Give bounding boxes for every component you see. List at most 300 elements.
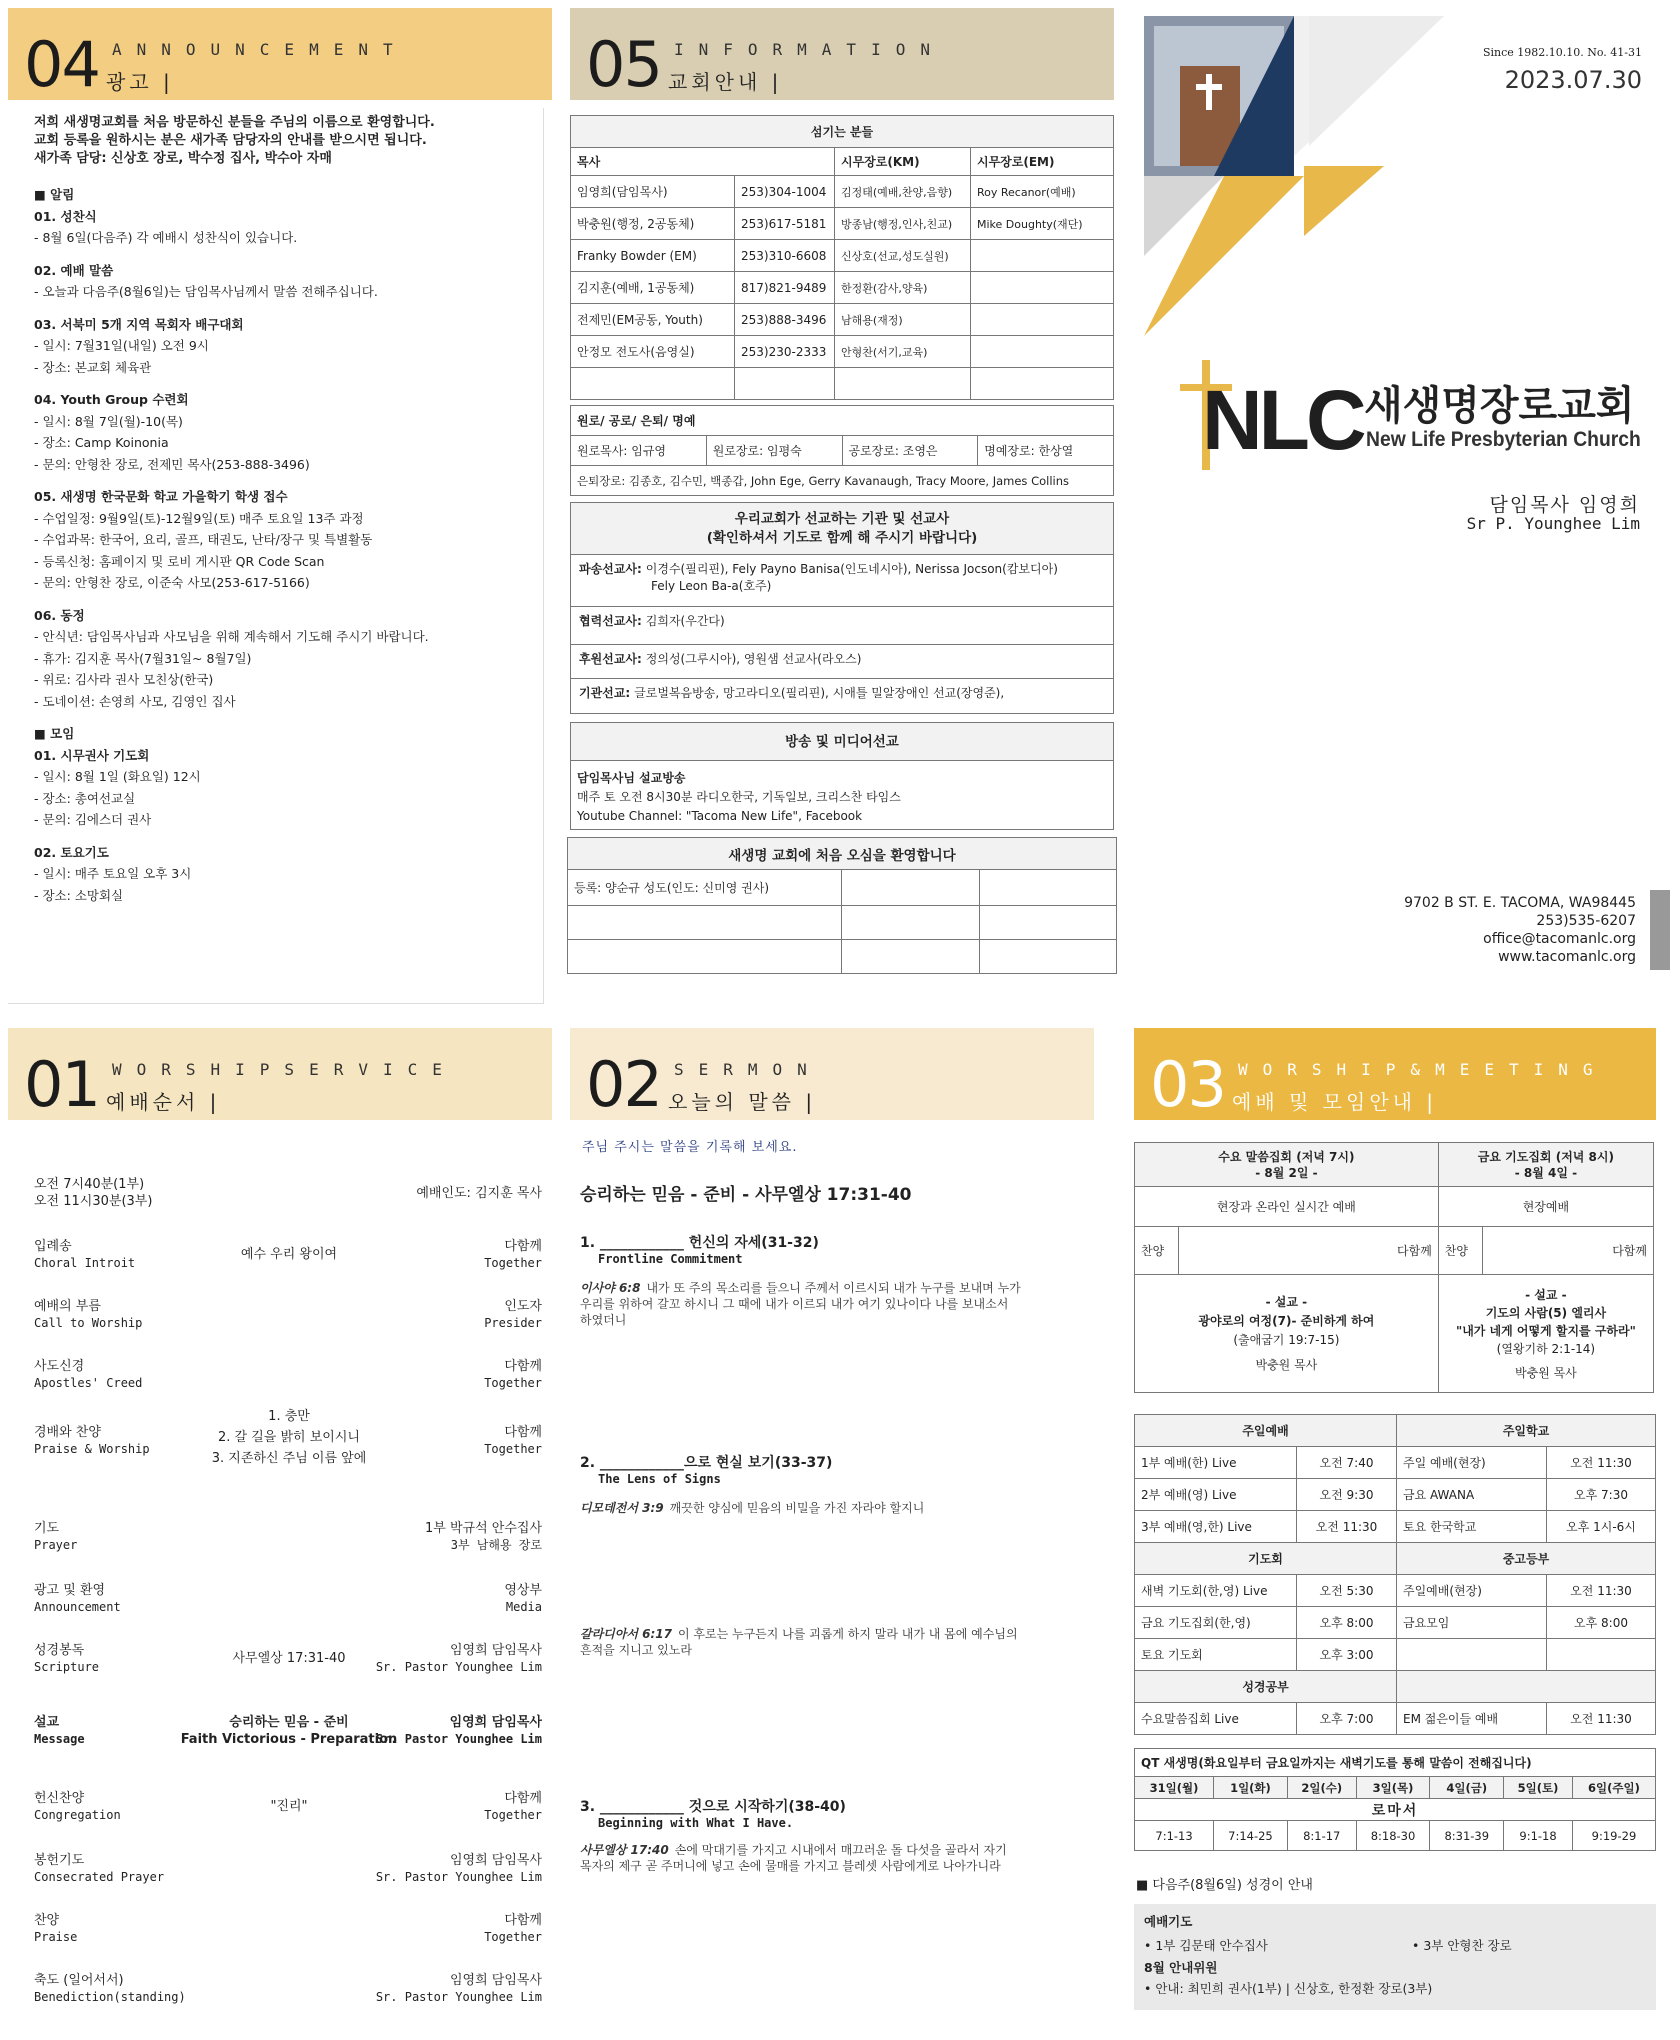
mission-row <box>571 607 1113 645</box>
section-eng-title: WORSHIPSERVICE <box>112 1060 457 1079</box>
announce-heading: ■ 모임 <box>34 726 75 741</box>
item-kor: 성경봉독 <box>34 1643 85 1658</box>
mission-label: 협력선교사: <box>579 614 642 628</box>
mission-label: 후원선교사: <box>579 652 642 666</box>
mission-subtitle: (확인하셔서 기도로 함께 해 주시기 바랍니다) <box>706 530 978 546</box>
announce-item: - 휴가: 김지훈 목사(7월31일~ 8월7일) <box>34 650 252 666</box>
elders-title: 원로/ 공로/ 은퇴/ 명예 <box>571 406 1114 436</box>
schedule-head: 중고등부 <box>1397 1543 1656 1575</box>
verse-text: 하였더니 <box>580 1313 627 1327</box>
servers-table <box>570 115 1114 400</box>
schedule-time: 오후 8:00 <box>1547 1607 1656 1639</box>
pastor-row <box>571 368 1114 400</box>
retired-elders: 은퇴장로: 김종호, 김수민, 백종갑, John Ege, Gerry Kavanaugh, Tracy Moore, James Collins <box>571 466 1114 496</box>
col-head: 시무장로(EM) <box>971 148 1114 176</box>
schedule-head: 기도회 <box>1135 1543 1397 1575</box>
fri-sub: 현장예배 <box>1438 1187 1653 1227</box>
cover-panel <box>1134 8 1674 1008</box>
section-eng-title: INFORMATION <box>674 40 945 59</box>
media-box <box>570 722 1114 830</box>
sermon-point: 3. ____________ 것으로 시작하기(38-40) <box>580 1799 846 1815</box>
item-eng: Choral Introit <box>34 1256 136 1270</box>
verse-ref: 갈라디아서 6:17 <box>580 1627 672 1641</box>
logo-text: NLC <box>1202 373 1363 467</box>
announce-item: - 도네이션: 손영희 사모, 김영인 집사 <box>34 693 236 709</box>
item-kor: 입례송 <box>34 1239 72 1254</box>
item-eng: Praise <box>34 1930 78 1944</box>
media-title: 방송 및 미디어선교 <box>571 723 1113 761</box>
announce-list <box>34 184 429 906</box>
schedule-name: 수요말씀집회 Live <box>1135 1703 1297 1735</box>
em-elder <box>971 240 1114 272</box>
sermon-note: 주님 주시는 말씀을 기록해 보세요. <box>582 1140 798 1155</box>
verse-text: 흔적을 지니고 있노라 <box>580 1643 692 1657</box>
announce-item: - 일시: 8월 7일(월)-10(목) <box>34 413 183 429</box>
meeting-header <box>1134 1028 1656 1120</box>
item-leader-eng: 3부 남해용 장로 <box>450 1538 542 1552</box>
qt-book: 로마서 <box>1135 1799 1656 1821</box>
mission-value: 정의성(그루시아), 영원샘 선교사(라오스) <box>645 652 862 666</box>
schedule-table <box>1134 1414 1656 1735</box>
announce-body <box>8 108 544 1004</box>
item-leader-eng: Sr. Pastor Younghee Lim <box>375 1870 542 1884</box>
schedule-head: 성경공부 <box>1135 1671 1397 1703</box>
pastor-name: 전제민(EM공동, Youth) <box>571 304 735 336</box>
item-content: "진리" <box>270 1799 308 1814</box>
pastor-phone <box>735 368 835 400</box>
verse <box>580 1280 1100 1328</box>
qt-verse: 8:18-30 <box>1356 1821 1430 1851</box>
item-kor: 찬양 <box>34 1913 60 1928</box>
mission-label: 파송선교사: <box>579 562 642 576</box>
announce-item: - 위로: 김사라 권사 모친상(한국) <box>34 672 214 687</box>
item-leader-eng: Together <box>484 1930 542 1944</box>
section-eng-title: WORSHIP&MEETING <box>1238 1060 1608 1079</box>
issue-date: 2023.07.30 <box>1504 66 1642 94</box>
section-number: 04 <box>24 28 99 100</box>
item-content: 사무엘상 17:31-40 <box>232 1651 346 1666</box>
service-time: 오전 7시40분(1부) <box>34 1177 145 1192</box>
website-line: www.tacomanlc.org <box>1498 949 1636 965</box>
schedule-time: 오전 11:30 <box>1547 1703 1656 1735</box>
elder-cell: 공로장로: 조영은 <box>842 436 978 466</box>
sermon-point-eng: The Lens of Signs <box>598 1472 721 1486</box>
prayer-box <box>1134 1904 1656 2010</box>
mission-row <box>571 679 1113 713</box>
pastor-phone: 253)230-2333 <box>735 336 835 368</box>
qt-table <box>1134 1748 1656 1851</box>
qt-verse: 8:31-39 <box>1430 1821 1504 1851</box>
section-kor-title: 교회안내 | <box>668 70 783 94</box>
hymn-with: 다함께 <box>1179 1227 1439 1275</box>
item-kor: 기도 <box>34 1521 60 1536</box>
verse-ref: 디모데전서 3:9 <box>580 1501 664 1515</box>
section-number: 05 <box>586 28 661 100</box>
announce-heading: 01. 시무권사 기도회 <box>34 747 150 763</box>
schedule-time <box>1547 1639 1656 1671</box>
item-leader: 임영희 담임목사 <box>449 1973 542 1988</box>
schedule-name: 주일 예배(현장) <box>1397 1447 1547 1479</box>
announce-heading: ■ 알림 <box>34 187 75 202</box>
item-eng: Message <box>34 1732 85 1746</box>
announce-item: - 오늘과 다음주(8월6일)는 담임목사님께서 말씀 전해주십니다. <box>34 284 378 299</box>
schedule-head: 주일학교 <box>1397 1415 1656 1447</box>
wed-scripture: (출애굽기 19:7-15) <box>1233 1332 1340 1347</box>
fri-preacher: 박충원 목사 <box>1515 1365 1577 1380</box>
verse-ref: 사무엘상 17:40 <box>580 1843 669 1857</box>
mission-label: 기관선교: <box>579 686 631 700</box>
announce-heading: 06. 동정 <box>34 607 85 623</box>
qt-day: 6일(주일) <box>1572 1777 1655 1799</box>
col-head: 시무장로(KM) <box>835 148 971 176</box>
item-leader-eng: Together <box>484 1808 542 1822</box>
item-eng: Scripture <box>34 1660 100 1674</box>
item-leader: 임영희 담임목사 <box>449 1853 542 1868</box>
schedule-time: 오후 3:00 <box>1297 1639 1397 1671</box>
announce-item: - 일시: 매주 토요일 오후 3시 <box>34 866 192 881</box>
em-elder <box>971 304 1114 336</box>
verse-text: 이 후로는 누구든지 나를 괴롭게 하지 말라 내가 내 몸에 예수님의 <box>678 1627 1018 1641</box>
welcome-line: 새가족 담당: 신상호 장로, 박수정 집사, 박수아 자매 <box>34 151 332 166</box>
schedule-row <box>1135 1639 1656 1671</box>
item-leader-eng: Sr. Pastor Younghee Lim <box>375 1660 542 1674</box>
schedule-time: 오전 11:30 <box>1547 1447 1656 1479</box>
servers-title: 섬기는 분들 <box>571 116 1114 148</box>
hymn-with: 다함께 <box>1482 1227 1653 1275</box>
since-line: Since 1982.10.10. No. 41-31 <box>1482 46 1642 59</box>
section-number: 03 <box>1150 1048 1225 1120</box>
item-leader: 임영희 담임목사 <box>449 1643 542 1658</box>
verse-text: 손에 막대기를 가지고 시내에서 매끄러운 돌 다섯을 골라서 자기 <box>674 1843 1007 1857</box>
item-kor: 설교 <box>34 1715 60 1730</box>
item-eng: Prayer <box>34 1538 78 1552</box>
sermon-label: - 설교 - <box>1525 1287 1567 1302</box>
schedule-name: 3부 예배(영,한) Live <box>1135 1511 1297 1543</box>
announce-heading: 03. 서북미 5개 지역 목회자 배구대회 <box>34 316 244 332</box>
schedule-name: 새벽 기도회(한,영) Live <box>1135 1575 1297 1607</box>
qt-day: 31일(월) <box>1135 1777 1214 1799</box>
worship-leader: 예배인도: 김지훈 목사 <box>416 1186 542 1201</box>
item-content: 2. 갈 길을 밝히 보이시니 <box>218 1430 360 1445</box>
km-elder: 한정환(감사,양육) <box>835 272 971 304</box>
item-leader: 다함께 <box>504 1359 542 1374</box>
schedule-row <box>1135 1703 1656 1735</box>
elder-cell: 명예장로: 한상열 <box>978 436 1114 466</box>
mission-box <box>570 502 1114 714</box>
sermon-point-eng: Frontline Commitment <box>598 1252 743 1266</box>
schedule-time: 오전 9:30 <box>1297 1479 1397 1511</box>
schedule-name: 2부 예배(영) Live <box>1135 1479 1297 1511</box>
schedule-row <box>1135 1447 1656 1479</box>
schedule-row <box>1135 1479 1656 1511</box>
announce-item: - 장소: 소망회실 <box>34 887 124 903</box>
fri-sermon-title: 기도의 사람(5) 엘리사 <box>1485 1305 1607 1320</box>
section-kor-title: 예배순서 | <box>106 1090 221 1114</box>
fri-title: 금요 기도집회 (저녁 8시) <box>1477 1149 1614 1164</box>
mission-value: 이경수(필리핀), Fely Payno Banisa(인도네시아), Nerissa Jocson(캄보디아) <box>645 562 1058 576</box>
email-line: office@tacomanlc.org <box>1483 931 1636 947</box>
mission-row <box>571 555 1113 607</box>
mission-value: Fely Leon Ba-a(호주) <box>651 579 772 593</box>
km-elder: 방종남(행정,인사,친교) <box>835 208 971 240</box>
schedule-time: 오후 7:30 <box>1547 1479 1656 1511</box>
item-leader: 다함께 <box>504 1425 542 1440</box>
announce-item: - 일시: 7월31일(내일) 오전 9시 <box>34 338 209 353</box>
pastor-phone: 817)821-9489 <box>735 272 835 304</box>
wed-sub: 현장과 온라인 실시간 예배 <box>1135 1187 1439 1227</box>
schedule-time: 오전 7:40 <box>1297 1447 1397 1479</box>
item-content: 3. 지존하신 주님 이름 앞에 <box>211 1451 367 1466</box>
side-bar <box>1650 890 1670 970</box>
item-leader: 다함께 <box>504 1913 542 1928</box>
section-number: 02 <box>586 1048 661 1120</box>
section-eng-title: SERMON <box>674 1060 822 1079</box>
item-content: Faith Victorious - Preparation <box>180 1732 398 1747</box>
announce-item: - 장소: Camp Koinonia <box>34 435 169 450</box>
prayer-title: 예배기도 <box>1144 1914 1193 1929</box>
em-elder <box>971 272 1114 304</box>
pastor-name: Franky Bowder (EM) <box>571 240 735 272</box>
pastor-kor: 담임목사 임영희 <box>1489 494 1640 516</box>
wed-title: 수요 말씀집회 (저녁 7시) <box>1218 1149 1355 1164</box>
verse-text: 깨끗한 양심에 믿음의 비밀을 가진 자라야 할지니 <box>669 1501 925 1515</box>
qt-day: 5일(토) <box>1504 1777 1573 1799</box>
schedule-head <box>1397 1671 1656 1703</box>
announce-item: - 문의: 안형찬 장로, 전제민 목사(253-888-3496) <box>34 456 310 472</box>
item-kor: 봉헌기도 <box>34 1853 85 1868</box>
worship-header <box>8 1028 552 1120</box>
church-logo <box>1176 360 1641 490</box>
phone-line: 253)535-6207 <box>1536 913 1636 929</box>
col-head: 목사 <box>571 148 835 176</box>
sermon-point: 1. ____________ 헌신의 자세(31-32) <box>580 1235 819 1251</box>
item-leader-eng: Sr. Pastor Younghee Lim <box>375 1990 542 2004</box>
pastor-phone: 253)304-1004 <box>735 176 835 208</box>
schedule-row <box>1135 1511 1656 1543</box>
schedule-name: EM 젊은이들 예배 <box>1397 1703 1547 1735</box>
qt-verse: 9:1-18 <box>1504 1821 1573 1851</box>
welcome-title: 새생명 교회에 처음 오심을 환영합니다 <box>568 838 1117 870</box>
media-line: 담임목사님 설교방송 <box>577 771 686 785</box>
item-eng: Congregation <box>34 1808 121 1822</box>
item-kor: 예배의 부름 <box>34 1299 101 1314</box>
announce-item: - 수업과목: 한국어, 요리, 골프, 태권도, 난타/장구 및 특별활동 <box>34 532 373 547</box>
pastor-eng: Sr P. Younghee Lim <box>1466 514 1640 533</box>
announce-item: - 등록신청: 홈페이지 및 로비 게시판 QR Code Scan <box>34 553 325 569</box>
usher-title: 8월 안내위원 <box>1144 1960 1218 1975</box>
section-number: 01 <box>24 1048 99 1120</box>
qt-day: 1일(화) <box>1214 1777 1288 1799</box>
verse <box>580 1500 1100 1516</box>
item-leader-eng: Together <box>484 1442 542 1456</box>
item-kor: 광고 및 환영 <box>34 1583 106 1598</box>
schedule-time: 오후 1시-6시 <box>1547 1511 1656 1543</box>
mission-value: 글로벌복음방송, 망고라디오(필리핀), 시애틀 밀알장애인 선교(장영준), <box>634 686 1005 700</box>
item-leader: 영상부 <box>504 1583 542 1598</box>
church-address <box>1404 894 1636 966</box>
announce-item: - 일시: 8월 1일 (화요일) 12시 <box>34 769 201 784</box>
next-week-note: ■ 다음주(8월6일) 성경이 안내 <box>1136 1878 1313 1893</box>
schedule-time: 오전 5:30 <box>1297 1575 1397 1607</box>
pastor-phone: 253)888-3496 <box>735 304 835 336</box>
verse-text: 내가 또 주의 목소리를 들으니 주께서 이르시되 내가 누구를 보내며 누가 <box>646 1281 1021 1295</box>
elders-table <box>570 405 1114 496</box>
elder-cell: 원로목사: 임규영 <box>571 436 707 466</box>
item-leader-eng: Together <box>484 1256 542 1270</box>
pastor-name: 김지훈(예배, 1공동체) <box>571 272 735 304</box>
verse-text: 목자의 제구 곧 주머니에 넣고 손에 물매를 가지고 블레셋 사람에게로 나아가니라 <box>580 1859 1001 1873</box>
sermon-point-eng: Beginning with What I Have. <box>598 1816 794 1830</box>
item-leader: 1부 박규석 안수집사 <box>425 1521 542 1536</box>
church-name-eng: New Life Presbyterian Church <box>1366 428 1641 451</box>
wed-date: - 8월 2일 - <box>1255 1165 1318 1180</box>
pastor-name <box>571 368 735 400</box>
announce-item: - 안식년: 담임목사님과 사모님을 위해 계속해서 기도해 주시기 바랍니다. <box>34 629 429 644</box>
elder-cell: 원로장로: 임평숙 <box>706 436 842 466</box>
announce-heading: 02. 예배 말씀 <box>34 262 114 278</box>
item-leader: 다함께 <box>504 1791 542 1806</box>
announce-heading: 04. Youth Group 수련회 <box>34 392 189 407</box>
fri-scripture: (열왕기하 2:1-14) <box>1496 1341 1596 1356</box>
church-name-kor: 새생명장로교회 <box>1364 383 1635 429</box>
schedule-name <box>1397 1639 1547 1671</box>
register-cell: 등록: 양순규 성도(인도: 신미영 권사) <box>568 870 842 906</box>
item-eng: Apostles' Creed <box>34 1376 143 1390</box>
pastor-row <box>571 176 1114 208</box>
item-kor: 헌신찬양 <box>34 1791 85 1806</box>
km-elder <box>835 368 971 400</box>
prayer-item: • 1부 김문태 안수집사 <box>1144 1938 1268 1953</box>
pastor-row <box>571 208 1114 240</box>
km-elder: 김정태(예배,찬양,음향) <box>835 176 971 208</box>
schedule-name: 금요 AWANA <box>1397 1479 1547 1511</box>
announce-item: - 문의: 안형찬 장로, 이준숙 사모(253-617-5166) <box>34 575 310 590</box>
item-eng: Call to Worship <box>34 1316 143 1330</box>
item-eng: Announcement <box>34 1600 121 1614</box>
item-eng: Benediction(standing) <box>34 1990 186 2004</box>
section-kor-title: 오늘의 말씀 | <box>668 1090 817 1114</box>
hymn-label: 찬양 <box>1135 1227 1179 1275</box>
schedule-time: 오후 8:00 <box>1297 1607 1397 1639</box>
pastor-row <box>571 304 1114 336</box>
welcome-line: 저희 새생명교회를 처음 방문하신 분들을 주님의 이름으로 환영합니다. <box>34 115 435 130</box>
item-eng: Consecrated Prayer <box>34 1870 165 1884</box>
item-leader-eng: Sr. Pastor Younghee Lim <box>375 1732 542 1746</box>
announce-heading: 05. 새생명 한국문화 학교 가을학기 학생 접수 <box>34 489 288 504</box>
info-header <box>570 8 1114 100</box>
mission-title: 우리교회가 선교하는 기관 및 선교사 <box>734 511 950 527</box>
item-kor: 축도 (일어서서) <box>34 1973 124 1988</box>
announce-heading: 02. 토요기도 <box>34 844 109 860</box>
schedule-name: 금요 기도집회(한,영) <box>1135 1607 1297 1639</box>
service-time: 오전 11시30분(3부) <box>34 1194 153 1209</box>
schedule-time: 오전 11:30 <box>1297 1511 1397 1543</box>
schedule-head-row <box>1135 1671 1656 1703</box>
pastor-row <box>571 240 1114 272</box>
wed-sermon-title: 광야로의 여정(7)- 준비하게 하여 <box>1198 1313 1375 1328</box>
wed-preacher: 박충원 목사 <box>1255 1357 1318 1372</box>
item-eng: Praise & Worship <box>34 1442 150 1456</box>
item-content: 1. 충만 <box>268 1409 310 1424</box>
sermon-label: - 설교 - <box>1265 1294 1308 1309</box>
item-kor: 사도신경 <box>34 1359 85 1374</box>
welcome-table <box>567 837 1117 974</box>
pastor-name: 안정모 전도사(음영실) <box>571 336 735 368</box>
em-elder: Mike Doughty(재단) <box>971 208 1114 240</box>
schedule-name: 토요 한국학교 <box>1397 1511 1547 1543</box>
verse-ref: 이사야 6:8 <box>580 1281 641 1295</box>
pastor-row <box>571 336 1114 368</box>
schedule-head-row <box>1135 1415 1656 1447</box>
schedule-name: 금요모임 <box>1397 1607 1547 1639</box>
announce-item: - 문의: 김에스더 권사 <box>34 812 152 827</box>
schedule-head: 주일예배 <box>1135 1415 1397 1447</box>
schedule-name: 1부 예배(한) Live <box>1135 1447 1297 1479</box>
announce-item: - 장소: 본교회 체육관 <box>34 359 152 375</box>
section-kor-title: 예배 및 모임안내 | <box>1232 1090 1438 1114</box>
mission-row <box>571 645 1113 679</box>
pastor-name: 임영희(담임목사) <box>571 176 735 208</box>
announce-header <box>8 8 552 100</box>
service-table <box>1134 1142 1654 1393</box>
item-leader-eng: Together <box>484 1376 542 1390</box>
schedule-time: 오전 11:30 <box>1547 1575 1656 1607</box>
pastor-phone: 253)617-5181 <box>735 208 835 240</box>
announce-item: - 수업일정: 9월9일(토)-12월9일(토) 매주 토요일 13주 과정 <box>34 510 364 526</box>
qt-verse: 9:19-29 <box>1572 1821 1655 1851</box>
schedule-row <box>1135 1575 1656 1607</box>
item-content: 승리하는 믿음 - 준비 <box>229 1715 349 1730</box>
address-line: 9702 B ST. E. TACOMA, WA98445 <box>1404 895 1636 911</box>
sermon-point: 2. ____________으로 현실 보기(33-37) <box>580 1455 833 1471</box>
qt-day: 2일(수) <box>1287 1777 1356 1799</box>
km-elder: 남해용(재정) <box>835 304 971 336</box>
schedule-head-row <box>1135 1543 1656 1575</box>
section-eng-title: ANNOUNCEMENT <box>112 40 408 59</box>
item-leader-eng: Media <box>505 1600 542 1614</box>
welcome-line: 교회 등록을 원하시는 분은 새가족 담당자의 안내를 받으시면 됩니다. <box>34 133 427 148</box>
mission-value: 김희자(우간다) <box>645 614 725 628</box>
item-content: 예수 우리 왕이여 <box>240 1247 338 1262</box>
media-line: 매주 토 오전 8시30분 라디오한국, 기독일보, 크리스찬 타임스 <box>577 790 901 804</box>
item-leader: 임영희 담임목사 <box>449 1715 542 1730</box>
em-elder: Roy Recanor(예배) <box>971 176 1114 208</box>
fri-date: - 8월 4일 - <box>1514 1165 1578 1180</box>
cover-graphic <box>1144 16 1484 336</box>
qt-verse: 7:14-25 <box>1214 1821 1288 1851</box>
qt-day: 3일(목) <box>1356 1777 1430 1799</box>
item-leader: 인도자 <box>504 1299 542 1314</box>
verse-text: 우리를 위하여 갈꼬 하시니 그 때에 내가 이르되 내가 여기 있나이다 나를 보내소서 <box>580 1297 1009 1311</box>
pastor-phone: 253)310-6608 <box>735 240 835 272</box>
usher-line: • 안내: 최민희 권사(1부) | 신상호, 한정환 장로(3부) <box>1144 1981 1433 1996</box>
em-elder <box>971 336 1114 368</box>
qt-title: QT 새생명(화요일부터 금요일까지는 새벽기도를 통해 말씀이 전해집니다) <box>1135 1749 1656 1777</box>
schedule-name: 주일예배(현장) <box>1397 1575 1547 1607</box>
schedule-name: 토요 기도회 <box>1135 1639 1297 1671</box>
hymn-label: 찬양 <box>1438 1227 1482 1275</box>
km-elder: 안형찬(서기,교육) <box>835 336 971 368</box>
qt-verse: 7:1-13 <box>1135 1821 1214 1851</box>
verse <box>580 1842 1100 1874</box>
sermon-title: 승리하는 믿음 - 준비 - 사무엘상 17:31-40 <box>580 1185 912 1205</box>
section-kor-title: 광고 | <box>106 70 174 94</box>
sermon-header <box>570 1028 1094 1120</box>
pastor-name: 박충원(행정, 2공동체) <box>571 208 735 240</box>
prayer-item: • 3부 안형찬 장로 <box>1412 1938 1512 1953</box>
schedule-time: 오후 7:00 <box>1297 1703 1397 1735</box>
schedule-row <box>1135 1607 1656 1639</box>
